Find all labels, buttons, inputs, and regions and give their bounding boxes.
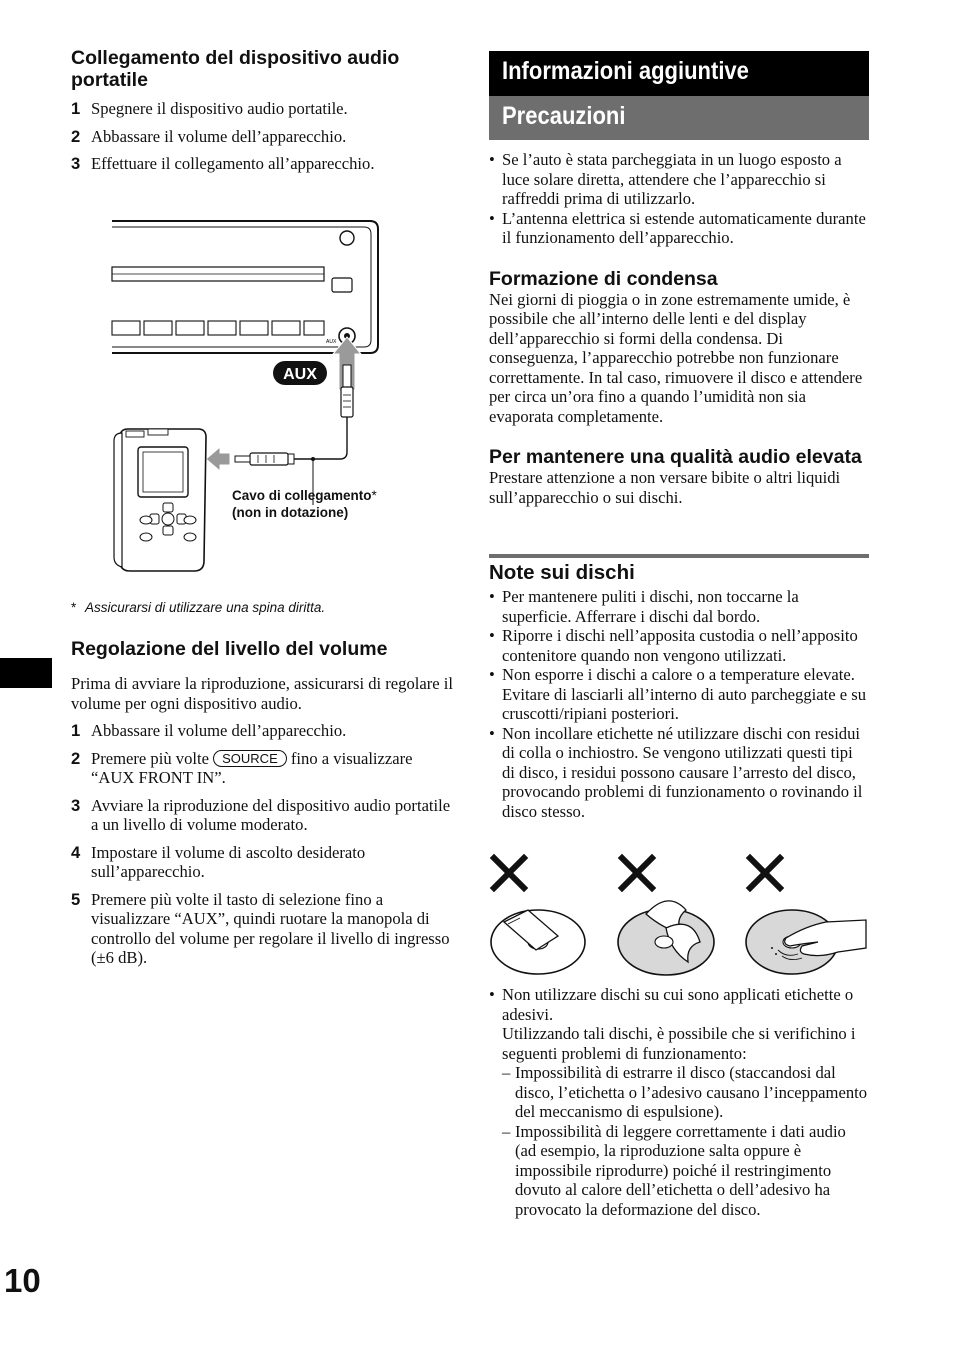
step: 3 Effettuare il collegamento all’apparecchio. <box>71 154 375 173</box>
disc-with-sticker-icon <box>491 910 585 974</box>
section-title-condensa: Formazione di condensa <box>489 267 718 290</box>
plug-illustration <box>235 453 294 465</box>
list-item: • Riporre i dischi nell’apposita custodia o nell’apposito contenitore quando non vengono utilizzati. <box>489 626 858 665</box>
step: 5 Premere più volte il tasto di selezione fino a visualizzare “AUX”, quindi ruotare la manopola di controllo del volume per regolare il livello di ingresso (±6 dB). <box>71 889 450 967</box>
sticker-warning-followup: Utilizzando tali dischi, è possibile che si verifichino i seguenti problemi di funzionamento: <box>502 1024 856 1063</box>
list-item: • Se l’auto è stata parcheggiata in un luogo esposto a luce solare diretta, attendere che l’apparecchio si raffreddi prima di utilizzarlo. <box>489 150 842 208</box>
cable-label: Cavo di collegamento* (non in dotazione) <box>232 488 377 520</box>
section-title-collegamento: Collegamento del dispositivo audio portatile <box>71 47 400 91</box>
right-column-top <box>489 150 869 507</box>
step: 3 Avviare la riproduzione del dispositivo audio portatile a un livello di volume moderato. <box>71 795 451 834</box>
step: 1 Spegnere il dispositivo audio portatile. <box>71 99 348 118</box>
disc-with-residue-icon <box>746 910 866 974</box>
step: 4 Impostare il volume di ascolto desiderato sull’apparecchio. <box>71 842 366 881</box>
list-item: – Impossibilità di estrarre il disco (staccandosi dal disco, l’etichetta o l’adesivo causano l’inceppamento del meccanismo di espulsione). <box>502 1063 868 1121</box>
list-item: • Non incollare etichette né utilizzare dischi con residui di colla o inchiostro. Se vengono utilizzati questi tipi di disco, i residui possono causare l’arresto del disco, provocando problemi di funzionamento o rovinando il disco stesso. <box>489 723 863 821</box>
section-banner <box>489 96 869 140</box>
portable-player-illustration <box>114 429 206 571</box>
connection-diagram <box>108 215 398 580</box>
aux-badge: AUX <box>283 366 317 383</box>
page-number: 10 <box>4 1262 41 1299</box>
disc-warnings-illustration <box>486 850 870 978</box>
section-title-volume: Regolazione del livello del volume <box>71 638 388 660</box>
section-title-precauzioni: Precauzioni <box>502 102 626 130</box>
left-column <box>71 47 451 182</box>
section-title-qualita: Per mantenere una qualità audio elevata <box>489 446 862 468</box>
section-divider <box>489 554 869 558</box>
list-item: – Impossibilità di leggere correttamente i dati audio (ad esempio, la riproduzione salta oppure è impossibile riprodurre) poiché il restringimento dovuto al calore dell’etichetta o dell’adesivo ha provocato la deformazione del disco. <box>502 1121 846 1219</box>
condensa-text: Nei giorni di pioggia o in zone estremamente umide, è possibile che all’interno delle lenti e del display dell’apparecchio si formi della condensa. Di conseguenza, l’apparecchio potrebbe non funzionare correttamente. In tal caso, rimuovere il disco e attendere per circa un’ora fino a quando l’umidità non sia evaporata completamente. <box>489 289 863 426</box>
qualita-text: Prestare attenzione a non versare bibite o altri liquidi sull’apparecchio o sui dischi. <box>489 468 841 507</box>
right-column-dischi <box>489 562 869 821</box>
cross-icon <box>622 858 652 888</box>
head-unit-illustration <box>112 221 378 353</box>
list-item: • Per mantenere puliti i dischi, non toccarne la superficie. Afferrare i dischi dal bordo. <box>489 587 799 626</box>
volume-intro: Prima di avviare la riproduzione, assicurarsi di regolare il volume per ogni dispositivo audio. <box>71 674 453 713</box>
chapter-tab <box>0 658 52 688</box>
plug-illustration <box>248 365 353 505</box>
arrow-left-icon <box>206 447 230 471</box>
list-item: • L’antenna elettrica si estende automaticamente durante il funzionamento dell’apparecchio. <box>489 208 866 247</box>
cross-icon <box>494 858 524 888</box>
cross-icon <box>750 858 780 888</box>
footnote: * Assicurarsi di utilizzare una spina diritta. <box>71 600 326 615</box>
list-item: • Non esporre i dischi a calore o a temperature elevate. Evitare di lasciarli all’interno di auto parcheggiate e su cruscotti/ripiani posteriori. <box>489 665 866 723</box>
source-button: SOURCE <box>213 750 287 767</box>
sticker-warning <box>489 985 869 1219</box>
step: 2 Abbassare il volume dell’apparecchio. <box>71 126 347 146</box>
chapter-banner <box>489 51 869 96</box>
section-title-dischi: Note sui dischi <box>489 561 635 584</box>
steps-collegamento <box>71 99 451 174</box>
step: 1 Abbassare il volume dell’apparecchio. <box>71 721 347 740</box>
chapter-title: Informazioni aggiuntive <box>502 57 749 85</box>
volume-section <box>71 638 453 976</box>
warped-disc-icon <box>618 901 714 975</box>
step: 2 Premere più volte SOURCE fino a visualizzare “AUX FRONT IN”. <box>71 748 413 787</box>
list-item: • Non utilizzare dischi su cui sono applicati etichette o adesivi. <box>489 985 854 1024</box>
aux-jack-label: AUX <box>326 339 337 345</box>
